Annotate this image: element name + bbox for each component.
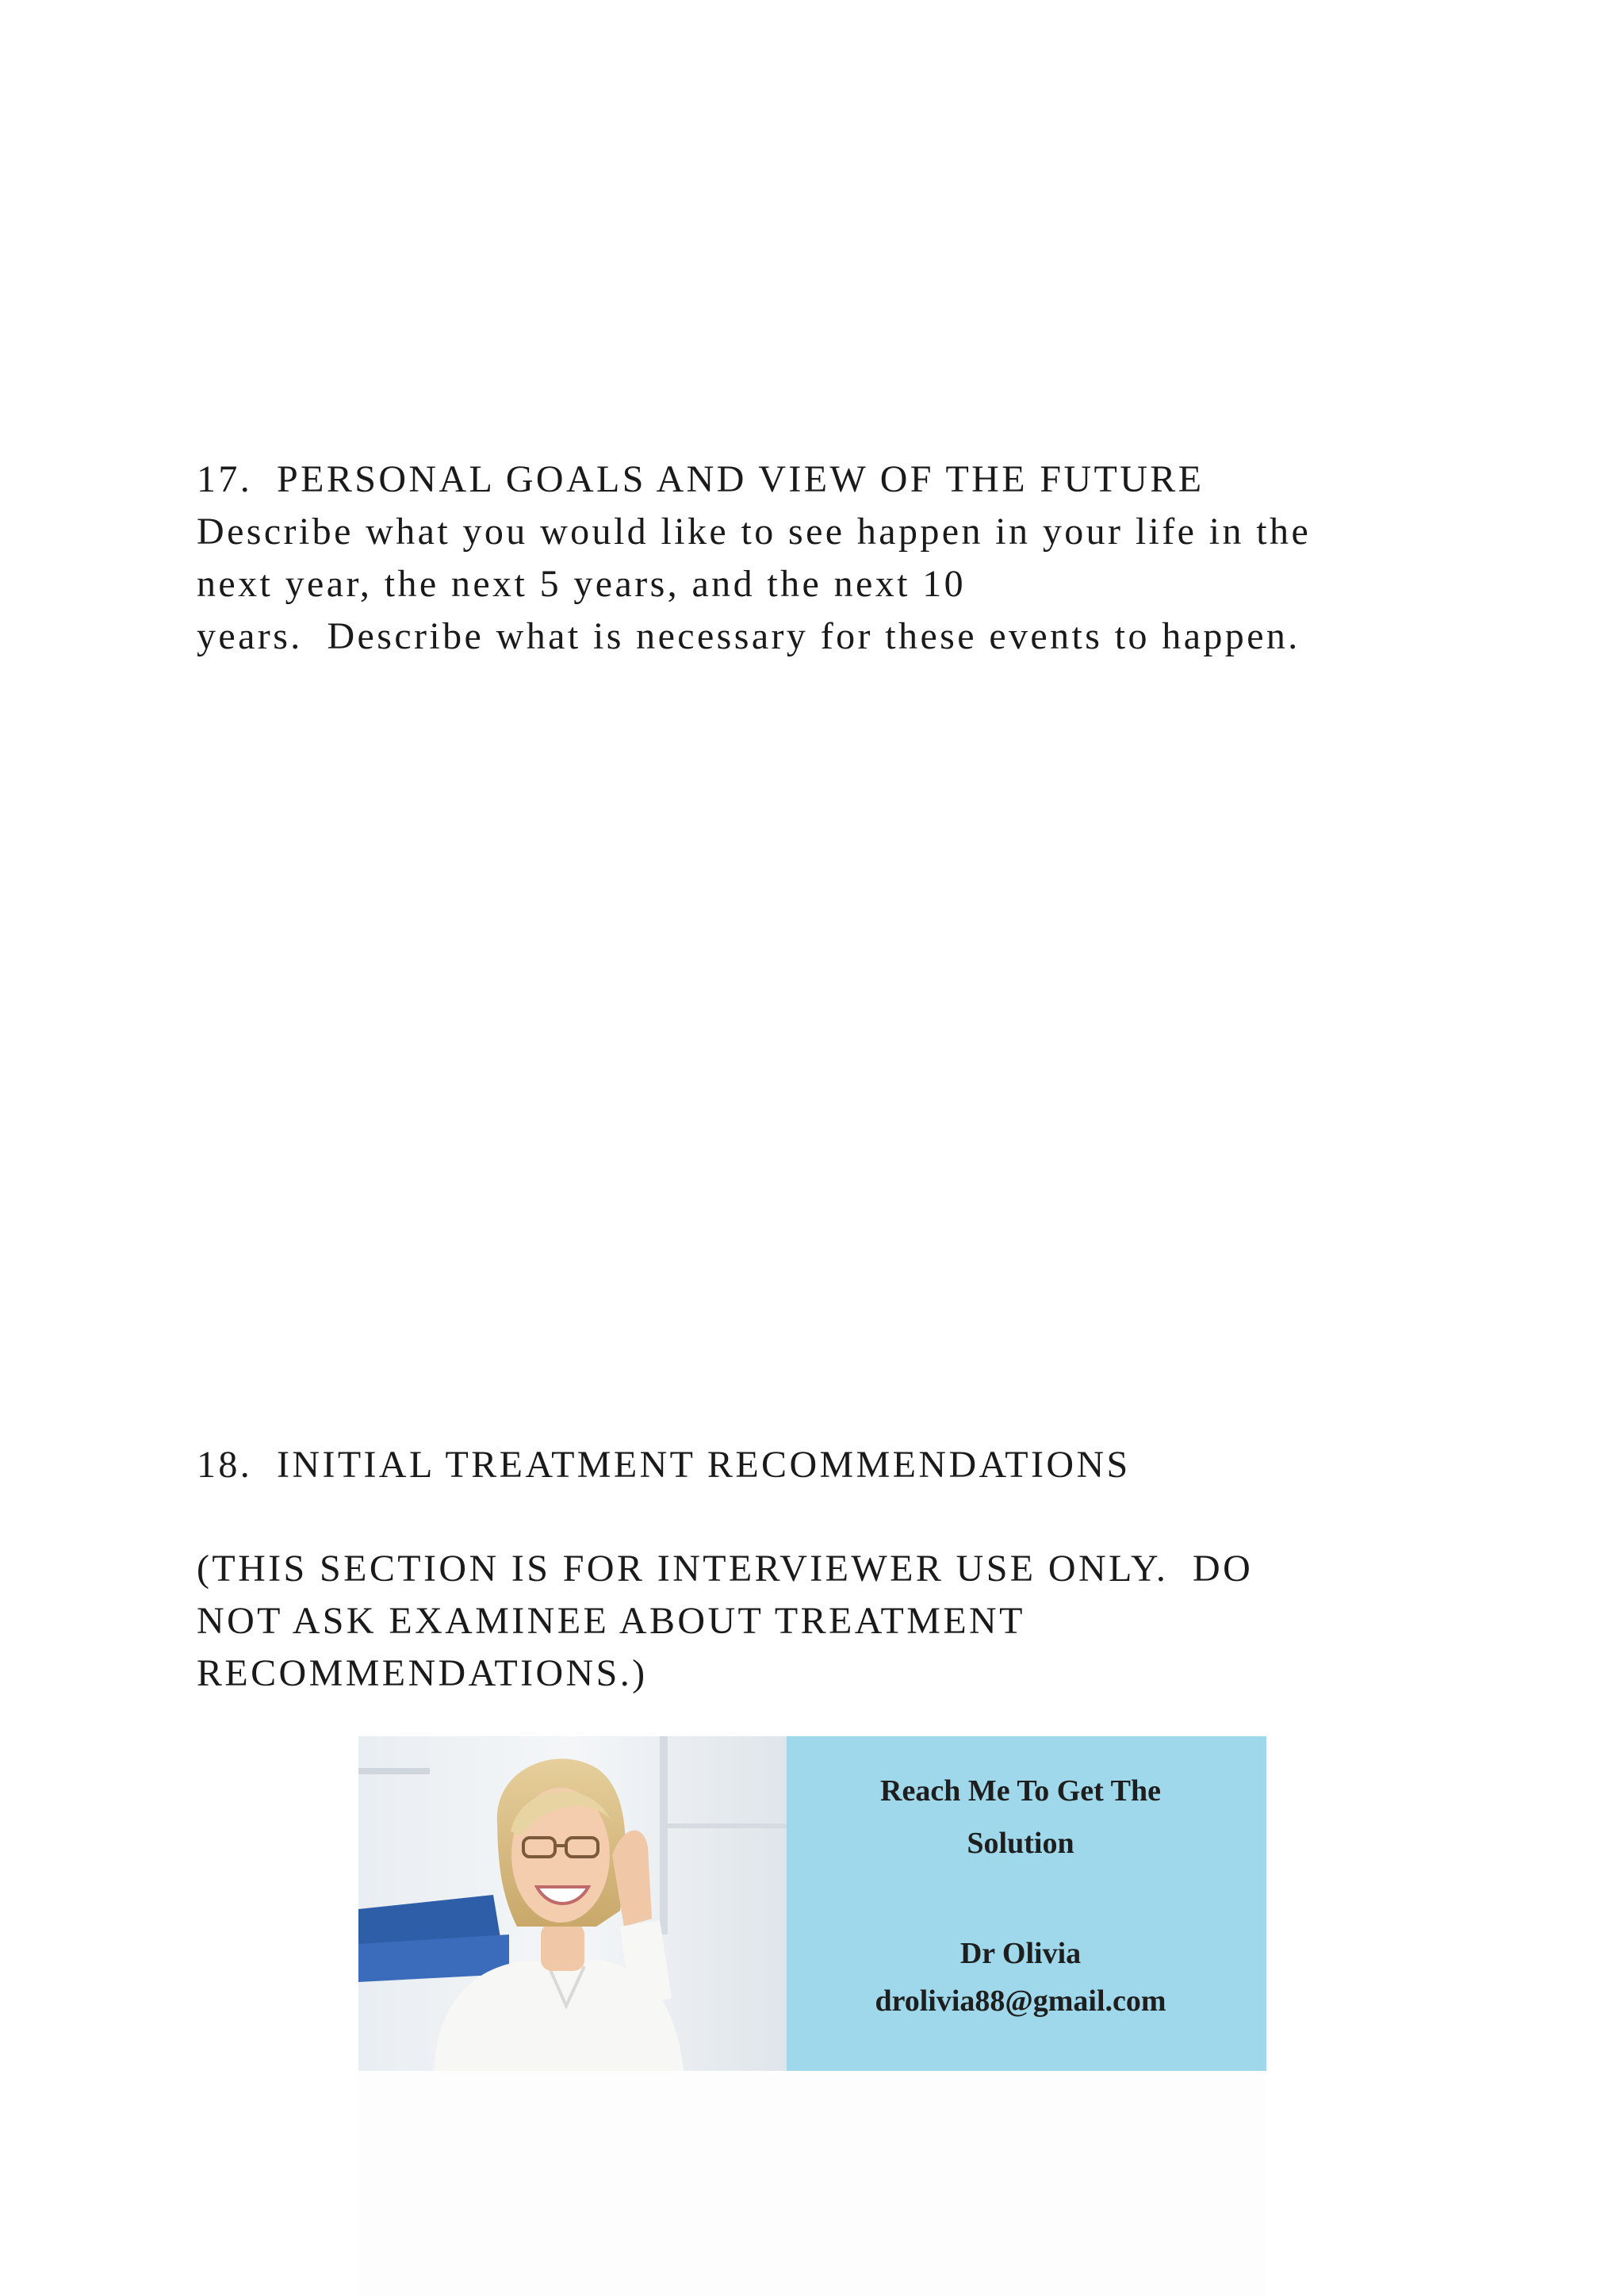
section-17	[197, 453, 1434, 663]
section-17-heading: 17. PERSONAL GOALS AND VIEW OF THE FUTURE	[197, 458, 1205, 500]
woman-photo	[358, 1736, 787, 2071]
section-18	[197, 1439, 1434, 1491]
contact-info-panel	[787, 1736, 1266, 2071]
section-18-note	[197, 1543, 1434, 1700]
section-17-text-line: Describe what you would like to see happen in your life in the	[197, 511, 1312, 553]
section-18-note-line: (THIS SECTION IS FOR INTERVIEWER USE ONLY. DO	[197, 1548, 1254, 1590]
section-17-text-line: next year, the next 5 years, and the next 10	[197, 563, 967, 605]
banner-shadow-area	[358, 2071, 1266, 2296]
cta-line: Solution	[967, 1827, 1074, 1860]
section-18-heading: 18. INITIAL TREATMENT RECOMMENDATIONS	[197, 1444, 1131, 1486]
call-to-action	[787, 1765, 1254, 1869]
section-18-note-line: NOT ASK EXAMINEE ABOUT TREATMENT	[197, 1600, 1025, 1642]
cta-line: Reach Me To Get The	[880, 1774, 1161, 1808]
section-17-text-line: years. Describe what is necessary for these events to happen.	[197, 615, 1300, 657]
contact-email[interactable]: drolivia88@gmail.com	[875, 1984, 1166, 2018]
contact-name: Dr Olivia	[959, 1937, 1082, 1970]
section-18-note-line: RECOMMENDATIONS.)	[197, 1652, 648, 1694]
contact-banner[interactable]	[358, 1736, 1266, 2071]
